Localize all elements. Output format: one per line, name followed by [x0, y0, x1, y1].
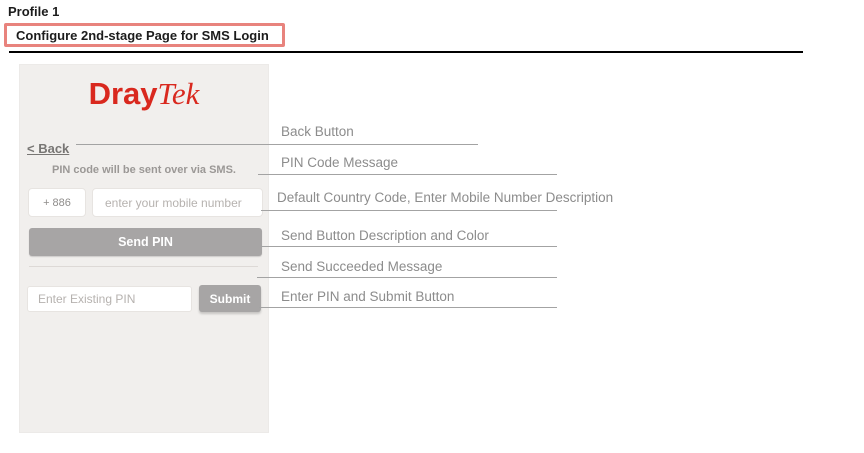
annotation-line-back-button — [76, 144, 478, 145]
annotation-send-succeeded: Send Succeeded Message — [281, 259, 443, 274]
annotation-line-pin-code-message — [258, 174, 557, 175]
annotation-pin-code-message: PIN Code Message — [281, 155, 399, 170]
annotation-enter-pin-submit: Enter PIN and Submit Button — [281, 289, 455, 304]
logo-part-tek: Tek — [157, 76, 200, 111]
logo-part-dray: Dray — [88, 76, 158, 111]
draytek-logo — [20, 76, 268, 111]
existing-pin-input[interactable] — [27, 286, 192, 312]
pin-code-message: PIN code will be sent over via SMS. — [51, 164, 236, 176]
panel-divider — [29, 266, 258, 267]
back-link[interactable]: < Back — [27, 141, 70, 156]
country-code-field[interactable]: + 886 — [28, 188, 86, 217]
annotation-line-country-code-mobile — [261, 210, 557, 211]
annotation-line-enter-pin-submit — [259, 307, 557, 308]
annotation-line-send-button — [261, 246, 557, 247]
mobile-number-input[interactable] — [92, 188, 263, 217]
horizontal-rule — [9, 51, 803, 53]
annotation-send-button: Send Button Description and Color — [281, 228, 489, 243]
send-pin-button[interactable]: Send PIN — [29, 228, 262, 256]
sms-login-preview-panel — [19, 64, 269, 433]
annotation-line-send-succeeded — [257, 277, 557, 278]
section-heading: Configure 2nd-stage Page for SMS Login — [16, 27, 269, 43]
submit-button[interactable]: Submit — [199, 285, 261, 312]
profile-title: Profile 1 — [8, 4, 60, 19]
section-heading-highlight-box — [4, 23, 285, 47]
annotation-country-code-mobile: Default Country Code, Enter Mobile Number Description — [277, 190, 614, 205]
annotation-back-button: Back Button — [281, 124, 354, 139]
